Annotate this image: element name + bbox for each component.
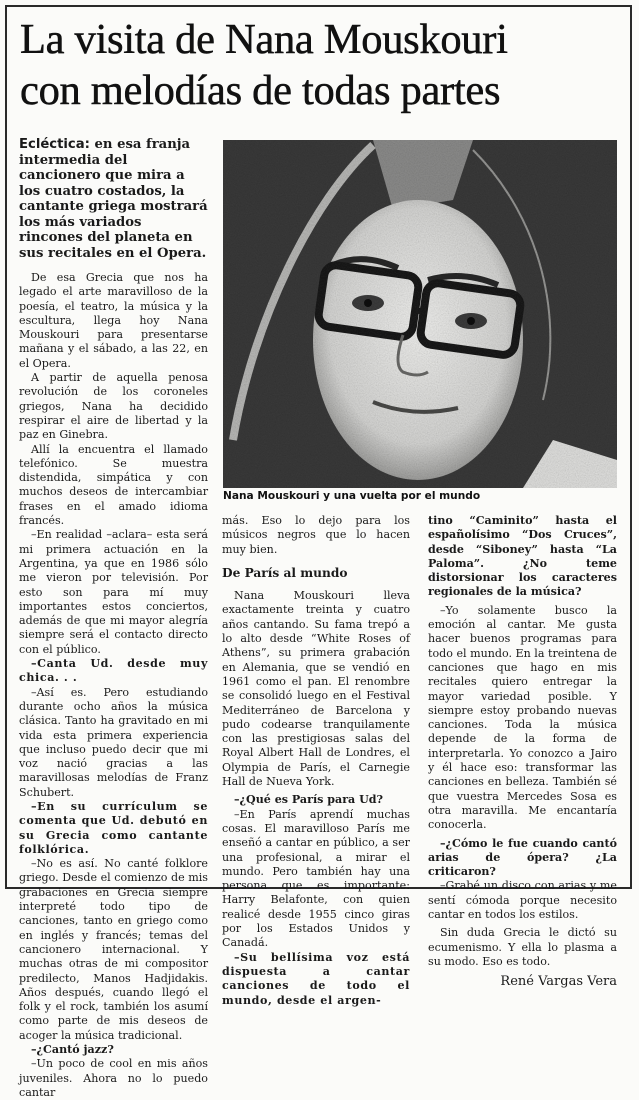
paragraph: Nana Mouskouri lleva exactamente treinta y cuatro años cantando. Su fama trepó a lo alto desde “White Roses of Athens”, su primera grabación en Alemania, que se vendió en 1961 como el pan. El renombre se consolidó luego en el Festival Mediterráneo de Barcelona y pudo codearse tranquilamente con las prestigiosas salas del Royal Albert Hall de Londres, el Olympia de París, el Carnegie Hall de Nueva York. [222, 589, 410, 789]
interview-question: –Su bellísima voz está dispuesta a cantar canciones de todo el mundo, desde el argen- [222, 950, 410, 1007]
column-3 [428, 514, 617, 990]
paragraph: Sin duda Grecia le dictó su ecumenismo. Y ella lo plasma a su modo. Eso es todo. [428, 926, 617, 968]
paragraph: –Yo solamente busco la emoción al cantar. Me gusta hacer buenos programas para todo el mundo. En la treintena de canciones que hago en mis recitales quiero entregar la mayor variedad posible. Y siempre estoy probando nuevas canciones. Toda la música depende de la forma de interpretarla. Yo conozco a Jairo y él hace eso: transformar las canciones en belleza. También sé que vuestra Mercedes Sosa es otra maravilla. Me encantaría conocerla. [428, 603, 617, 832]
portrait-illustration [223, 140, 617, 488]
interview-question: –¿Cantó jazz? [31, 1043, 114, 1057]
paragraph: –No es así. No canté folklore griego. Desde el comienzo de mis grabaciones en Grecia siempre interpreté todo tipo de canciones, tanto en griego como en inglés y francés; temas del cancionero internacional. Y muchas otras de mi compositor predilecto, Manos Hadjidakis. Años después, cuando llegó el folk y el rock, también los asumí como parte de mis deseos de acoger la música tradicional. [19, 857, 208, 1042]
interview-question: tino “Caminito” hasta el españolísimo “Dos Cruces”, desde “Siboney” hasta “La Paloma”. ¿No teme distorsionar los caracteres regionales de la música? [428, 514, 617, 599]
paragraph: De esa Grecia que nos ha legado el arte maravilloso de la poesía, el teatro, la música y la escultura, llega hoy Nana Mouskouri para presentarse mañana y el sábado, a las 22, en el Opera. [19, 271, 208, 370]
interview-question: –Canta Ud. desde muy chica. . . [19, 657, 208, 685]
headline [20, 14, 630, 116]
headline-line-1: La visita de Nana Mouskouri [20, 16, 508, 63]
paragraph: –En realidad –aclara– esta será mi primera actuación en la Argentina, ya que en 1986 sólo me vieron por televisión. Por esto son para mí muy importantes estos conciertos, además de que mi mayor alegría siempre será el contacto directo con el público. [19, 528, 208, 656]
paragraph: –Grabé un disco con arias y me sentí cómoda porque necesito cantar en todos los estilos. [428, 879, 617, 922]
paragraph: más. Eso lo dejo para los músicos negros que lo hacen muy bien. [222, 514, 410, 556]
byline: René Vargas Vera [500, 974, 617, 990]
paragraph: A partir de aquella penosa revolución de los coroneles griegos, Nana ha decidido respirar el aire de libertad y la paz en Ginebra. [19, 371, 208, 442]
portrait-photo [223, 140, 617, 488]
paragraph: –En París aprendí muchas cosas. El maravilloso París me enseñó a cantar en público, a ser una profesional, a mirar el mundo. Pero también hay una persona que es importante: Harry Belafonte, con quien realicé desde 1955 cinco giras por los Estados Unidos y Canadá. [222, 807, 410, 950]
column-1 [19, 137, 208, 1100]
interview-question: –En su currículum se comenta que Ud. debutó en su Grecia como cantante folklórica. [19, 799, 208, 856]
photo-caption: Nana Mouskouri y una vuelta por el mundo [223, 490, 481, 502]
interview-question: –¿Qué es París para Ud? [234, 793, 384, 807]
column-2 [222, 514, 410, 1008]
interview-question: –¿Cómo le fue cuando cantó arias de ópera? ¿La criticaron? [428, 836, 617, 879]
lead-kicker: Ecléctica: [19, 137, 90, 152]
paragraph: –Un poco de cool en mis años juveniles. Ahora no lo puedo cantar [19, 1057, 208, 1099]
lead-paragraph [19, 137, 208, 261]
section-subhead: De París al mundo [222, 565, 348, 580]
paragraph: –Así es. Pero estudiando durante ocho años la música clásica. Tanto ha gravitado en mi vida esta primera experiencia que incluso puedo decir que mi voz nació gracias a las maravillosas melodías de Franz Schubert. [19, 685, 208, 799]
paragraph: Allí la encuentra el llamado telefónico. Se muestra distendida, simpática y con muchos deseos de intercambiar frases en el amado idioma francés. [19, 442, 208, 528]
headline-line-2: con melodías de todas partes [20, 67, 501, 114]
lead-text: en esa franja intermedia del cancionero que mira a los cuatro costados, la cantante griega mostrará los más variados rincones del planeta en sus recitales en el Opera. [19, 137, 208, 261]
